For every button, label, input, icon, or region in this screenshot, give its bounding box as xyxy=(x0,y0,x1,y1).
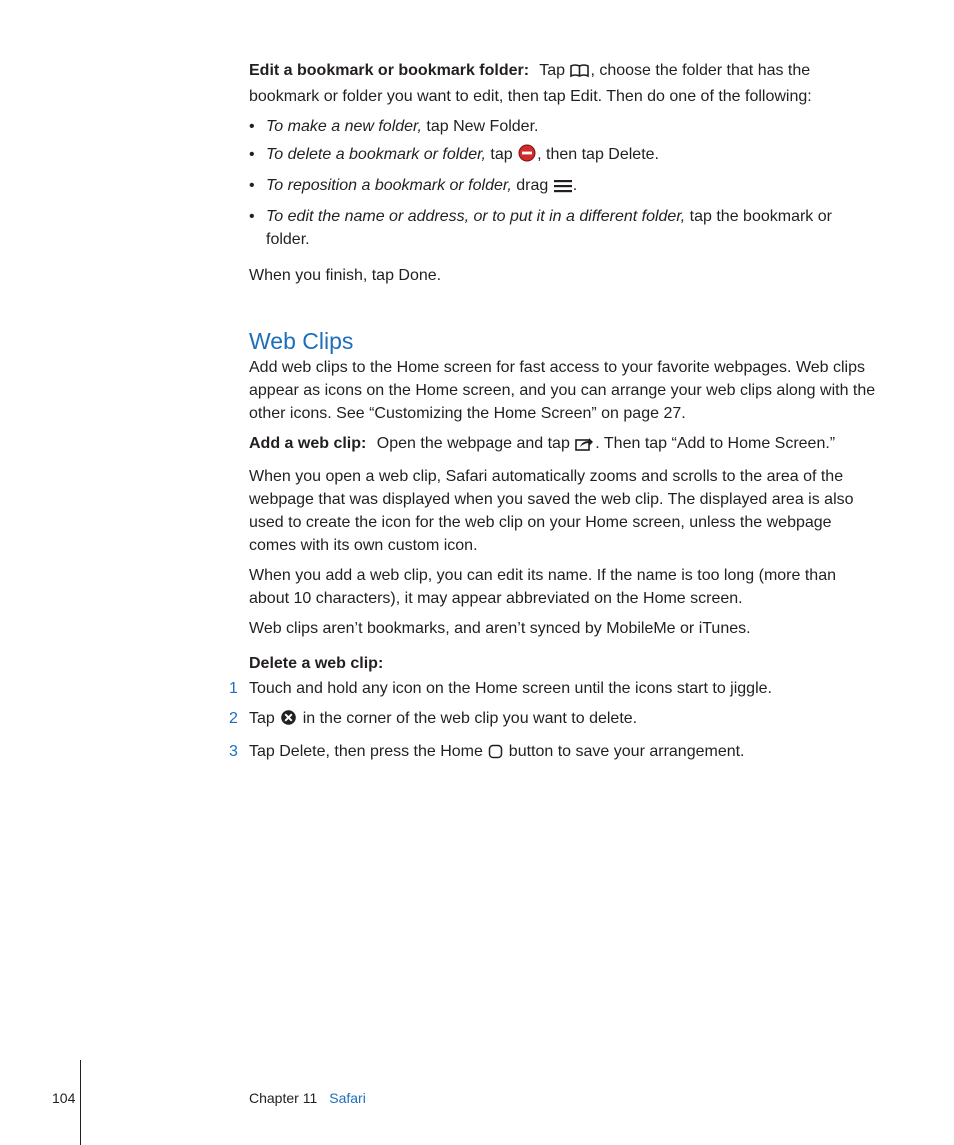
step-text: Tap xyxy=(249,710,275,727)
chapter-label: Chapter 11 xyxy=(249,1090,318,1106)
bookmarks-icon xyxy=(570,62,589,85)
edit-options-list xyxy=(249,115,879,251)
delete-web-clip-heading: Delete a web clip: xyxy=(249,655,384,672)
bullet: • xyxy=(249,208,255,225)
home-button-icon xyxy=(488,743,503,766)
bullet-italic: To reposition a bookmark or folder, xyxy=(266,177,512,194)
edit-bookmark-lead: Edit a bookmark or bookmark folder: xyxy=(249,62,530,79)
web-clip-paragraph-1: When you open a web clip, Safari automatically zooms and scrolls to the area of the webpage that was displayed when you saved the web clip. The displayed area is also used to create the icon for the web clip on your Home screen, unless the webpage comes with its own custom icon. xyxy=(249,468,854,554)
finish-text: When you finish, tap Done. xyxy=(249,267,442,284)
bullet-italic: To make a new folder, xyxy=(266,118,422,135)
delete-steps-list xyxy=(229,677,879,766)
add-share-icon xyxy=(575,435,594,458)
bullet-text: tap New Folder. xyxy=(421,118,539,135)
step-number: 2 xyxy=(229,710,238,727)
footer-chapter xyxy=(249,1087,366,1110)
step-number: 3 xyxy=(229,743,238,760)
close-circle-icon xyxy=(280,709,297,733)
step-text-after: button to save your arrangement. xyxy=(504,743,745,760)
bullet-text-after: . xyxy=(572,177,578,194)
step-text-after: in the corner of the web clip you want to delete. xyxy=(298,710,638,727)
list-item xyxy=(249,174,879,200)
chapter-title: Safari xyxy=(329,1090,366,1106)
step-text: Tap Delete, then press the Home xyxy=(249,743,483,760)
add-web-clip-paragraph xyxy=(249,432,879,458)
web-clip-paragraph-2: When you add a web clip, you can edit its name. If the name is too long (more than about 10 characters), it may appear abbreviated on the Home screen. xyxy=(249,567,836,607)
add-web-clip-rest: . Then tap “Add to Home Screen.” xyxy=(595,435,836,452)
step-text: Touch and hold any icon on the Home screen until the icons start to jiggle. xyxy=(249,680,772,697)
list-item xyxy=(249,115,879,138)
page-content xyxy=(229,59,879,773)
bullet-italic: To edit the name or address, or to put it in a different folder, xyxy=(266,208,686,225)
delete-circle-icon xyxy=(518,144,536,169)
list-item xyxy=(249,143,879,169)
footer-rule xyxy=(80,1060,81,1145)
list-item xyxy=(249,205,879,251)
list-item xyxy=(229,707,879,733)
bullet-text: tap xyxy=(485,146,513,163)
add-web-clip-lead: Add a web clip: xyxy=(249,435,367,452)
edit-bookmark-paragraph xyxy=(249,59,879,108)
web-clips-intro: Add web clips to the Home screen for fast access to your favorite webpages. Web clips appear as icons on the Home screen, and you can arrange your web clips along with the other icons. See “Customizing the Home Screen” on page 27. xyxy=(249,359,876,422)
bullet-text: tap the bookmark or folder. xyxy=(266,208,832,248)
edit-bookmark-rest: , choose the folder that has the bookmark or folder you want to edit, then tap Edit. Then do one of the following: xyxy=(249,62,812,105)
web-clip-paragraph-3: Web clips aren’t bookmarks, and aren’t synced by MobileMe or iTunes. xyxy=(249,620,751,637)
bullet: • xyxy=(249,118,255,135)
section-heading-web-clips: Web Clips xyxy=(249,328,354,354)
page-number: 104 xyxy=(52,1090,76,1106)
list-item xyxy=(229,740,879,766)
bullet-text: drag xyxy=(511,177,549,194)
add-web-clip-text: Open the webpage and tap xyxy=(376,435,570,452)
step-number: 1 xyxy=(229,680,238,697)
edit-bookmark-tap: Tap xyxy=(539,62,566,79)
list-item xyxy=(229,677,879,700)
bullet: • xyxy=(249,146,255,163)
bullet: • xyxy=(249,177,255,194)
reorder-icon xyxy=(554,177,572,200)
bullet-text-after: , then tap Delete. xyxy=(537,146,659,163)
bullet-italic: To delete a bookmark or folder, xyxy=(266,146,486,163)
